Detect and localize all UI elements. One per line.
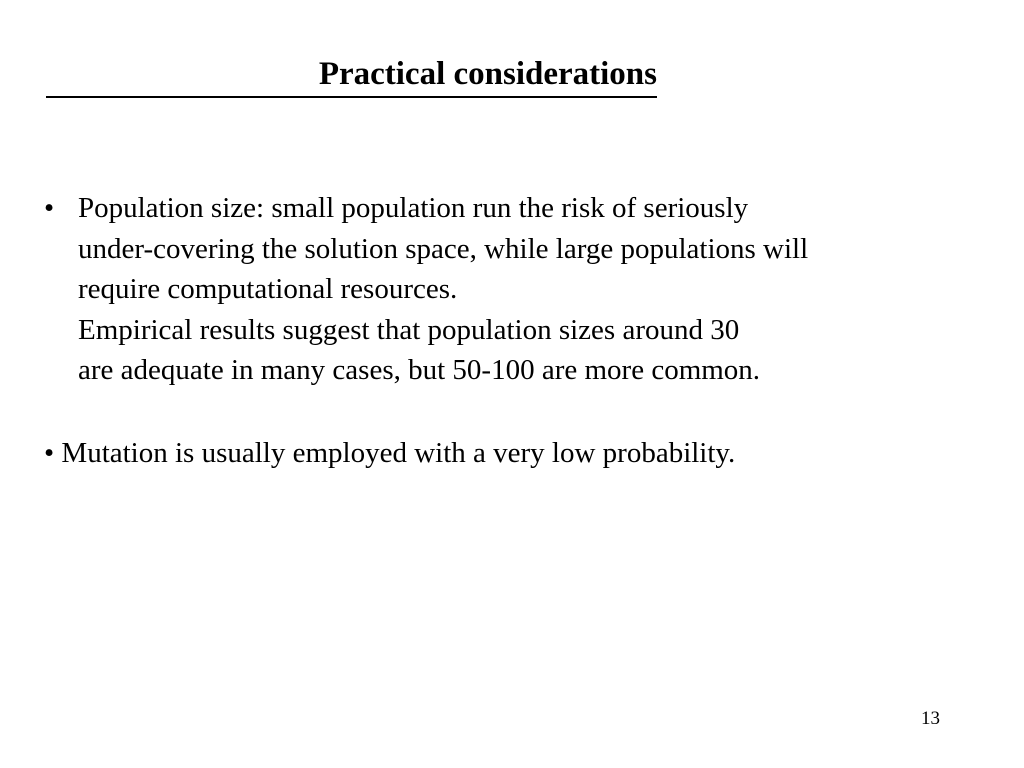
slide-title xyxy=(46,52,657,98)
bullet-line: under-covering the solution space, while large populations will xyxy=(78,232,809,265)
bullet-line: Empirical results suggest that population sizes around 30 xyxy=(78,313,740,346)
page-number: 13 xyxy=(921,708,940,729)
bullet-mutation: • Mutation is usually employed with a very low probability. xyxy=(44,437,736,469)
bullet-line: Population size: small population run the risk of seriously xyxy=(78,192,749,224)
bullet-marker: • xyxy=(44,192,55,224)
bullet-line: require computational resources. xyxy=(78,273,458,305)
bullet-line: are adequate in many cases, but 50-100 are more common. xyxy=(78,354,761,386)
slide-title-text: Practical considerations xyxy=(318,56,657,92)
